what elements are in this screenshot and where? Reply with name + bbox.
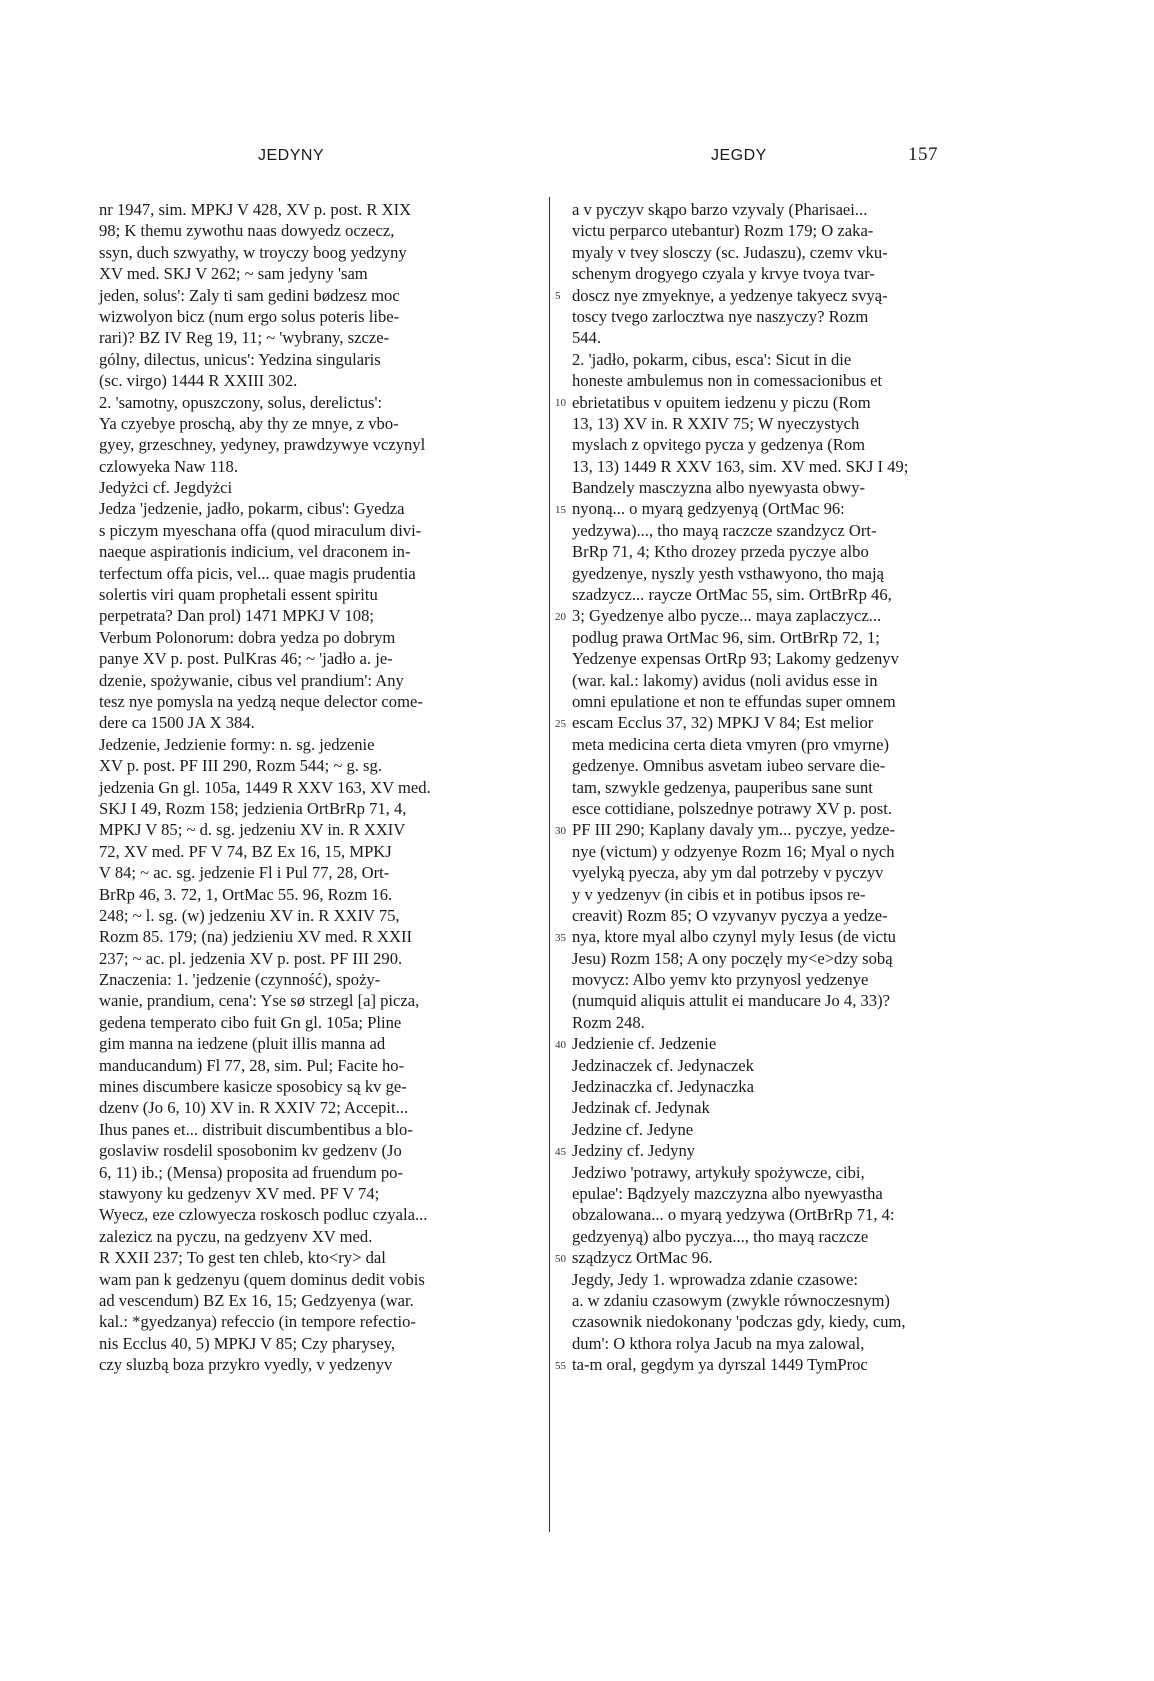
text-line: 72, XV med. PF V 74, BZ Ex 16, 15, MPKJ — [99, 841, 392, 861]
text-line: stawyony ku gedzenyv XV med. PF V 74; — [99, 1183, 380, 1203]
text-line: BrRp 71, 4; Ktho drozey przeda pyczye albo — [572, 542, 869, 562]
text-line: nye (victum) y odzyenye Rozm 16; Myal o nych — [572, 841, 895, 861]
text-line: dzenie, spożywanie, cibus vel prandium': Any — [99, 670, 404, 690]
text-line: Jedza 'jedzenie, jadło, pokarm, cibus': Gyedza — [99, 499, 405, 519]
line-number: 20 — [555, 610, 566, 623]
text-line: yedzywa)..., tho mayą raczcze szandzycz Ort- — [572, 520, 877, 540]
text-line: podlug prawa OrtMac 96, sim. OrtBrRp 72, 1; — [572, 627, 880, 647]
text-line: R XXII 237; To gest ten chleb, kto<ry> dal — [99, 1248, 386, 1268]
text-line: sządzycz OrtMac 96. — [572, 1248, 713, 1268]
running-head-right: JEGDY — [711, 147, 767, 164]
column-divider — [549, 197, 550, 1532]
text-line: honeste ambulemus non in comessacionibus et — [572, 371, 883, 391]
text-line: wam pan k gedzenyu (quem dominus dedit vobis — [99, 1269, 425, 1289]
text-line: Rozm 85. 179; (na) jedzieniu XV med. R XXII — [99, 927, 413, 947]
text-line: PF III 290; Kaplany davaly ym... pyczye, yedze- — [572, 820, 896, 840]
text-line: Jedzinaczek cf. Jedynaczek — [572, 1055, 754, 1075]
text-line: nyoną... o myarą gedzyenyą (OrtMac 96: — [572, 499, 845, 519]
text-line: gim manna na iedzene (pluit illis manna ad — [99, 1034, 386, 1054]
text-line: gedena temperato cibo fuit Gn gl. 105a; Pline — [99, 1012, 402, 1032]
text-line: 6, 11) ib.; (Mensa) proposita ad fruendum po- — [99, 1162, 403, 1182]
text-line: 237; ~ ac. pl. jedzenia XV p. post. PF III 290. — [99, 948, 403, 968]
text-line: epulae': Bądzyely mazczyzna albo nyewyastha — [572, 1183, 883, 1203]
text-line: manducandum) Fl 77, 28, sim. Pul; Facite ho- — [99, 1055, 405, 1075]
text-line: a v pyczyv skąpo barzo vzyvaly (Pharisaei... — [572, 200, 868, 219]
text-line: czy sluzbą boza przykro vyedly, v yedzenyv — [99, 1355, 393, 1375]
text-line: dzenv (Jo 6, 10) XV in. R XXIV 72; Accepit... — [99, 1098, 409, 1118]
text-line: jeden, solus': Zaly ti sam gedini bødzesz moc — [99, 285, 400, 305]
text-line: Jedziwo 'potrawy, artykuły spożywcze, cibi, — [572, 1162, 865, 1182]
text-line: Ihus panes et... distribuit discumbentibus a blo- — [99, 1119, 413, 1139]
text-line: BrRp 46, 3. 72, 1, OrtMac 55. 96, Rozm 16. — [99, 884, 393, 904]
text-line: victu perparco utebantur) Rozm 179; O zaka- — [572, 221, 874, 241]
left-column — [99, 199, 527, 1375]
text-line: 2. 'jadło, pokarm, cibus, esca': Sicut in die — [572, 349, 852, 369]
line-number: 15 — [555, 503, 566, 516]
text-line: meta medicina certa dieta vmyren (pro vmyrne) — [572, 734, 889, 754]
text-line: gyey, grzeschney, yedyney, prawdzywye vczynyl — [99, 435, 426, 455]
line-number: 25 — [555, 717, 566, 730]
text-line: nya, ktore myal albo czynyl myly Iesus (de victu — [572, 927, 896, 947]
text-line: toscy tvego zarlocztwa nye naszyczy? Rozm — [572, 306, 869, 326]
text-line: goslaviw rosdelil sposobonim kv gedzenv (Jo — [99, 1141, 402, 1161]
text-line: MPKJ V 85; ~ d. sg. jedzeniu XV in. R XXIV — [99, 820, 406, 840]
text-line: myslach z opvitego pycza y gedzenya (Rom — [572, 435, 866, 455]
text-line: vyelyką pyecza, aby ym dal potrzeby v pyczyv — [572, 863, 884, 883]
line-number: 5 — [555, 289, 561, 302]
text-line: creavit) Rozm 85; O vzyvanyv pyczya a yedze- — [572, 905, 888, 925]
text-line: Jedzinak cf. Jedynak — [572, 1098, 710, 1118]
text-line: esce cottidiane, polszednye potrawy XV p. post. — [572, 798, 892, 818]
text-line: Yedzenye expensas OrtRp 93; Lakomy gedzenyv — [572, 649, 899, 669]
line-number: 35 — [555, 931, 566, 944]
text-line: Jedzine cf. Jedyne — [572, 1119, 694, 1139]
text-line: ebrietatibus v opuitem iedzenu y piczu (Rom — [572, 392, 871, 412]
text-line: 13, 13) 1449 R XXV 163, sim. XV med. SKJ I 49; — [572, 456, 909, 476]
text-line: szadzycz... raycze OrtMac 55, sim. OrtBrRp 46, — [572, 585, 892, 605]
text-line: y v yedzenyv (in cibis et in potibus ipsos re- — [572, 884, 866, 904]
line-number: 40 — [555, 1038, 566, 1051]
text-line: 3; Gyedzenye albo pycze... maya zaplaczycz... — [572, 606, 882, 626]
text-line: Wyecz, eze czlowyecza roskosch podluc czyala... — [99, 1205, 428, 1225]
text-line: Jedyżci cf. Jegdyżci — [99, 478, 233, 498]
text-line: 2. 'samotny, opuszczony, solus, derelictus': — [99, 392, 383, 412]
text-line: Rozm 248. — [572, 1012, 645, 1032]
text-line: (war. kal.: lakomy) avidus (noli avidus esse in — [572, 670, 878, 690]
text-line: nr 1947, sim. MPKJ V 428, XV p. post. R XIX — [99, 200, 412, 219]
right-column — [572, 199, 1008, 1375]
text-line: tam, szwykle gedzenya, pauperibus sane sunt — [572, 777, 873, 797]
text-line: (numquid aliquis attulit ei manducare Jo 4, 33)? — [572, 991, 890, 1011]
text-line: 98; K themu zywothu naas dowyedz oczecz, — [99, 221, 395, 241]
text-line: (sc. virgo) 1444 R XXIII 302. — [99, 371, 298, 391]
text-line: escam Ecclus 37, 32) MPKJ V 84; Est melior — [572, 713, 874, 733]
running-head-left: JEDYNY — [258, 147, 325, 164]
text-line: solertis viri quam prophetali essent spiritu — [99, 585, 378, 605]
text-line: gedzyenyą) albo pyczya..., tho mayą raczcze — [572, 1226, 869, 1246]
line-number: 50 — [555, 1252, 566, 1265]
text-line: schenym drogyego czyala y krvye tvoya tvar- — [572, 264, 875, 284]
text-line: myaly v tvey slosczy (sc. Judaszu), czemv vku- — [572, 242, 888, 262]
text-line: mines discumbere kasicze sposobicy są kv ge- — [99, 1077, 407, 1097]
text-line: jedzenia Gn gl. 105a, 1449 R XXV 163, XV med. — [99, 777, 431, 797]
text-line: omni epulatione et non te effundas super omnem — [572, 691, 896, 711]
text-line: obzalowana... o myarą yedzywa (OrtBrRp 71, 4: — [572, 1205, 895, 1225]
text-line: XV med. SKJ V 262; ~ sam jedyny 'sam — [99, 264, 368, 284]
text-line: ta-m oral, gegdym ya dyrszal 1449 TymProc — [572, 1355, 868, 1375]
text-line: ssyn, duch szwyathy, w troyczy boog yedzyny — [99, 242, 407, 262]
text-line: s piczym myeschana offa (quod miraculum divi- — [99, 520, 422, 540]
text-line: rari)? BZ IV Reg 19, 11; ~ 'wybrany, szcze- — [99, 328, 390, 348]
text-line: naeque aspirationis indicium, vel draconem in- — [99, 542, 411, 562]
text-line: Jesu) Rozm 158; A ony poczęly my<e>dzy sobą — [572, 948, 893, 968]
text-line: panye XV p. post. PulKras 46; ~ 'jadło a. je- — [99, 649, 393, 669]
text-line: terfectum offa picis, vel... quae magis prudentia — [99, 563, 416, 583]
text-line: 248; ~ l. sg. (w) jedzeniu XV in. R XXIV 75, — [99, 905, 400, 925]
text-line: nis Ecclus 40, 5) MPKJ V 85; Czy pharysey, — [99, 1333, 396, 1353]
text-line: gedzenye. Omnibus asvetam iubeo servare die- — [572, 756, 886, 776]
text-line: zalezicz na pyczu, na gedzyenv XV med. — [99, 1226, 373, 1246]
text-line: gyedzenye, nyszly yesth vsthawyono, tho mają — [572, 563, 884, 583]
text-line: Ya czyebye proschą, aby thy ze mnye, z vbo- — [99, 413, 399, 433]
text-line: SKJ I 49, Rozm 158; jedzienia OrtBrRp 71, 4, — [99, 798, 407, 818]
text-line: Jedzinaczka cf. Jedynaczka — [572, 1077, 754, 1097]
line-number: 30 — [555, 824, 566, 837]
text-line: a. w zdaniu czasowym (zwykle równoczesnym) — [572, 1290, 890, 1310]
text-line: gólny, dilectus, unicus': Yedzina singularis — [99, 349, 381, 369]
text-line: movycz: Albo yemv kto przynyosl yedzenye — [572, 970, 869, 990]
text-line: dum': O kthora rolya Jacub na mya zalowal, — [572, 1333, 865, 1353]
text-line: tesz nye pomysla na yedzą neque delector come- — [99, 691, 423, 711]
text-line: Verbum Polonorum: dobra yedza po dobrym — [99, 627, 396, 647]
text-line: wizwolyon bicz (num ergo solus poteris libe- — [99, 306, 400, 326]
text-line: 13, 13) XV in. R XXIV 75; W nyeczystych — [572, 413, 860, 433]
line-number: 45 — [555, 1145, 566, 1158]
text-line: Jegdy, Jedy 1. wprowadza zdanie czasowe: — [572, 1269, 858, 1289]
text-line: Znaczenia: 1. 'jedzenie (czynność), spoży- — [99, 970, 381, 990]
text-line: Bandzely masczyzna albo nyewyasta obwy- — [572, 478, 866, 498]
text-line: kal.: *gyedzanya) refeccio (in tempore refectio- — [99, 1312, 416, 1332]
text-line: Jedzenie, Jedzienie formy: n. sg. jedzenie — [99, 734, 375, 754]
text-line: wanie, prandium, cena': Yse sø strzegl [a] picza, — [99, 991, 420, 1011]
text-line: ad vescendum) BZ Ex 16, 15; Gedzyenya (war. — [99, 1290, 414, 1310]
text-line: dere ca 1500 JA X 384. — [99, 713, 255, 733]
text-line: czlowyeka Naw 118. — [99, 456, 238, 476]
line-number: 10 — [555, 396, 566, 409]
text-line: 544. — [572, 328, 602, 348]
text-line: Jedziny cf. Jedyny — [572, 1141, 696, 1161]
page-number: 157 — [908, 144, 938, 165]
text-line: V 84; ~ ac. sg. jedzenie Fl i Pul 77, 28, Ort- — [99, 863, 390, 883]
text-line: Jedzienie cf. Jedzenie — [572, 1034, 717, 1054]
text-line: perpetrata? Dan prol) 1471 MPKJ V 108; — [99, 606, 374, 626]
text-line: doscz nye zmyeknye, a yedzenye takyecz svyą- — [572, 285, 888, 305]
text-line: XV p. post. PF III 290, Rozm 544; ~ g. sg. — [99, 756, 382, 776]
text-line: czasownik niedokonany 'podczas gdy, kiedy, cum, — [572, 1312, 906, 1332]
line-number: 55 — [555, 1359, 566, 1372]
